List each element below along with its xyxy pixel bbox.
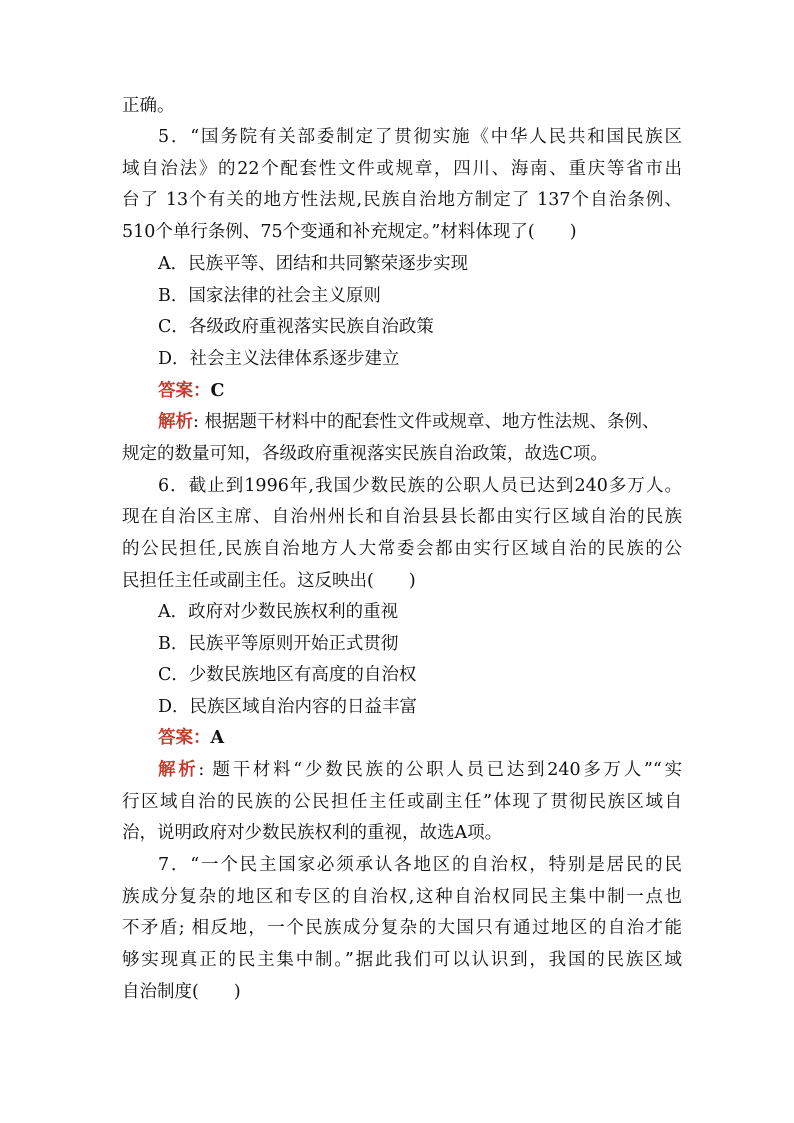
question-5-option-b: B．国家法律的社会主义原则 <box>158 286 381 306</box>
question-7-stem: 自治制度( ) <box>122 982 241 1002</box>
explanation-text: : 题干材料“少数民族的公职人员已达到240多万人”“实 <box>198 760 683 780</box>
question-6-explanation <box>158 758 682 782</box>
question-5-stem: 5．“国务院有关部委制定了贯彻实施《中华人民共和国民族区 <box>158 127 682 147</box>
question-5-explanation <box>158 410 682 434</box>
question-7-stem: 够实现真正的民主集中制。”据此我们可以认识到，我国的民族区域 <box>122 950 682 970</box>
question-7-stem: 7．“一个民主国家必须承认各地区的自治权，特别是居民的民 <box>158 855 682 875</box>
answer-value: A <box>210 728 225 748</box>
question-6-stem: 6．截止到1996年,我国少数民族的公职人员已达到240多万人。 <box>158 476 682 496</box>
question-5-option-a: A．民族平等、团结和共同繁荣逐步实现 <box>158 254 469 274</box>
question-6-explanation: 行区域自治的民族的公民担任主任或副主任”体现了贯彻民族区域自 <box>122 792 682 812</box>
answer-label: 答案： <box>158 728 211 748</box>
question-5-stem: 域自治法》的22个配套性文件或规章，四川、海南、重庆等省市出 <box>122 159 682 179</box>
question-6-option-a: A．政府对少数民族权利的重视 <box>158 602 399 622</box>
question-5-answer <box>158 379 718 403</box>
question-6-stem: 现在自治区主席、自治州州长和自治县县长都由实行区域自治的民族 <box>122 507 682 527</box>
question-6-option-d: D．民族区域自治内容的日益丰富 <box>158 697 418 717</box>
question-6-stem: 的公民担任,民族自治地方人大常委会都由实行区域自治的民族的公 <box>122 539 682 559</box>
question-6-answer <box>158 726 718 750</box>
question-7-stem: 族成分复杂的地区和专区的自治权,这种自治权同民主集中制一点也 <box>122 887 682 907</box>
question-5-option-c: C．各级政府重视落实民族自治政策 <box>158 317 434 337</box>
text-line: 正确。 <box>122 96 175 116</box>
question-6-stem: 民担任主任或副主任。这反映出( ) <box>122 571 416 591</box>
answer-value: C <box>210 381 225 401</box>
question-6-option-b: B．民族平等原则开始正式贯彻 <box>158 634 399 654</box>
question-5-stem: 510个单行条例、75个变通和补充规定。”材料体现了( ) <box>122 222 577 242</box>
explanation-label: 解析 <box>158 760 199 780</box>
question-5-option-d: D．社会主义法律体系逐步建立 <box>158 349 400 369</box>
question-7-stem: 不矛盾; 相反地，一个民族成分复杂的大国只有通过地区的自治才能 <box>122 918 682 938</box>
answer-label: 答案： <box>158 381 211 401</box>
question-5-explanation: 规定的数量可知，各级政府重视落实民族自治政策，故选C项。 <box>122 444 608 464</box>
question-5-stem: 台了 13个有关的地方性法规,民族自治地方制定了 137个自治条例、 <box>122 190 682 210</box>
question-6-option-c: C．少数民族地区有高度的自治权 <box>158 665 417 685</box>
question-6-explanation: 治，说明政府对少数民族权利的重视，故选A项。 <box>122 823 503 843</box>
explanation-text: : 根据题干材料中的配套性文件或规章、地方性法规、条例、 <box>193 412 660 432</box>
explanation-label: 解析 <box>158 412 193 432</box>
